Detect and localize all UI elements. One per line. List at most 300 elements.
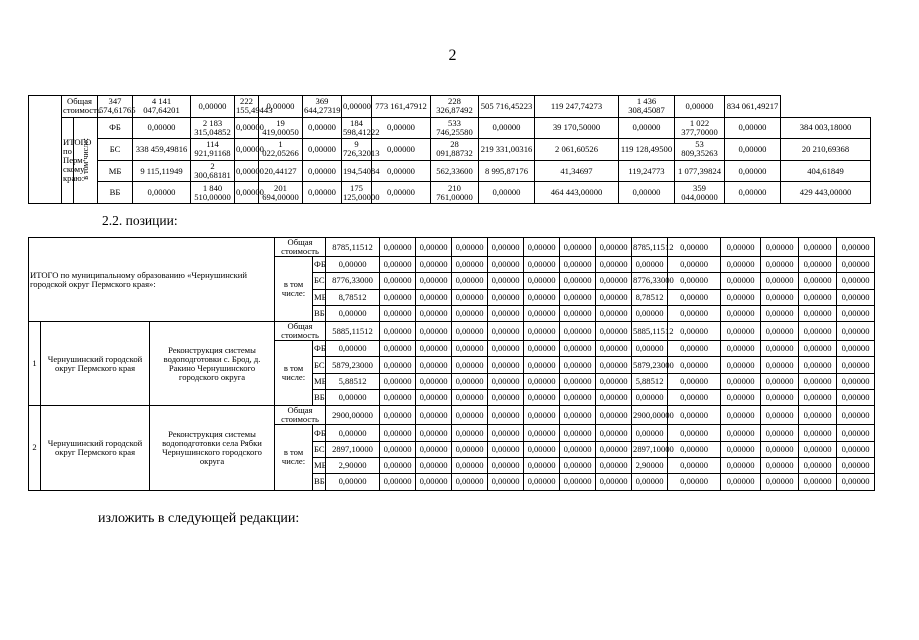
value-cell: 0,00000 bbox=[799, 273, 837, 289]
value-cell: 0,00000 bbox=[837, 406, 875, 425]
row-type: МБ bbox=[313, 373, 326, 389]
value-cell: 0,00000 bbox=[837, 322, 875, 341]
value-cell: 0,00000 bbox=[596, 305, 632, 321]
value-cell: 505 716,45223 bbox=[479, 96, 535, 118]
row-type: БС bbox=[313, 357, 326, 373]
value-cell: 0,00000 bbox=[721, 441, 761, 457]
value-cell: 28 091,88732 bbox=[431, 139, 479, 161]
value-cell: 0,00000 bbox=[380, 257, 416, 273]
value-cell: 0,00000 bbox=[721, 373, 761, 389]
value-cell: 2897,10000 bbox=[632, 441, 668, 457]
value-cell: 39 170,50000 bbox=[535, 117, 619, 139]
value-cell: 0,00000 bbox=[799, 406, 837, 425]
value-cell: 0,00000 bbox=[416, 425, 452, 441]
value-cell: 0,00000 bbox=[372, 117, 431, 139]
value-cell: 0,00000 bbox=[721, 425, 761, 441]
row-type: ВБ bbox=[98, 182, 133, 204]
value-cell: 0,00000 bbox=[560, 406, 596, 425]
value-cell: 0,00000 bbox=[380, 305, 416, 321]
value-cell: 0,00000 bbox=[596, 406, 632, 425]
value-cell: 0,00000 bbox=[524, 238, 560, 257]
value-cell: 338 459,49816 bbox=[133, 139, 191, 161]
value-cell: 0,00000 bbox=[837, 238, 875, 257]
value-cell: 0,00000 bbox=[799, 305, 837, 321]
value-cell: 0,00000 bbox=[596, 425, 632, 441]
value-cell: 0,00000 bbox=[326, 341, 380, 357]
value-cell: 0,00000 bbox=[303, 182, 342, 204]
value-cell: 20 210,69368 bbox=[781, 139, 871, 161]
row-type: ФБ bbox=[98, 117, 133, 139]
value-cell: 0,00000 bbox=[761, 373, 799, 389]
value-cell: 0,00000 bbox=[596, 357, 632, 373]
value-cell: 0,00000 bbox=[488, 238, 524, 257]
value-cell: 0,00000 bbox=[761, 273, 799, 289]
row-type: Общая стоимость bbox=[275, 238, 326, 257]
value-cell: 0,00000 bbox=[560, 441, 596, 457]
value-cell: 0,00000 bbox=[761, 457, 799, 473]
value-cell: 5,88512 bbox=[326, 373, 380, 389]
value-cell: 1 022 377,70000 bbox=[675, 117, 725, 139]
row-type: БС bbox=[313, 273, 326, 289]
value-cell: 0,00000 bbox=[837, 425, 875, 441]
totals-table-perm-krai bbox=[28, 95, 871, 204]
value-cell: 0,00000 bbox=[761, 305, 799, 321]
value-cell: 0,00000 bbox=[632, 257, 668, 273]
value-cell: 0,00000 bbox=[560, 238, 596, 257]
value-cell: 0,00000 bbox=[452, 474, 488, 490]
value-cell: 0,00000 bbox=[452, 457, 488, 473]
value-cell: 8,78512 bbox=[632, 289, 668, 305]
value-cell: 2 300,68181 bbox=[191, 160, 235, 182]
value-cell: 2 061,60526 bbox=[535, 139, 619, 161]
value-cell: 0,00000 bbox=[799, 457, 837, 473]
value-cell: 0,00000 bbox=[668, 373, 721, 389]
value-cell: 773 161,47912 bbox=[372, 96, 431, 118]
row-type: ВБ bbox=[313, 474, 326, 490]
value-cell: 0,00000 bbox=[326, 390, 380, 406]
value-cell: 0,00000 bbox=[235, 139, 259, 161]
value-cell: 0,00000 bbox=[721, 357, 761, 373]
value-cell: 0,00000 bbox=[596, 322, 632, 341]
value-cell: 404,61849 bbox=[781, 160, 871, 182]
value-cell: 8776,33000 bbox=[632, 273, 668, 289]
value-cell: 0,00000 bbox=[721, 474, 761, 490]
value-cell: 0,00000 bbox=[837, 457, 875, 473]
value-cell: 0,00000 bbox=[524, 257, 560, 273]
value-cell: 0,00000 bbox=[668, 474, 721, 490]
value-cell: 0,00000 bbox=[596, 238, 632, 257]
value-cell: 219 331,00316 bbox=[479, 139, 535, 161]
value-cell: 0,00000 bbox=[761, 406, 799, 425]
in-which-label: в том числе: bbox=[81, 138, 90, 181]
value-cell: 0,00000 bbox=[596, 441, 632, 457]
row-type: МБ bbox=[313, 289, 326, 305]
value-cell: 0,00000 bbox=[326, 257, 380, 273]
value-cell: 0,00000 bbox=[837, 441, 875, 457]
value-cell: 0,00000 bbox=[799, 322, 837, 341]
value-cell: 0,00000 bbox=[488, 390, 524, 406]
value-cell: 0,00000 bbox=[799, 474, 837, 490]
value-cell: 1 077,39824 bbox=[675, 160, 725, 182]
value-cell: 8785,11512 bbox=[326, 238, 380, 257]
value-cell: 0,00000 bbox=[799, 425, 837, 441]
value-cell: 2 183 315,04852 bbox=[191, 117, 235, 139]
value-cell: 0,00000 bbox=[303, 117, 342, 139]
value-cell: 0,00000 bbox=[488, 357, 524, 373]
value-cell: 0,00000 bbox=[761, 474, 799, 490]
in-which-label: в том числе: bbox=[275, 257, 313, 322]
value-cell: 0,00000 bbox=[799, 373, 837, 389]
value-cell: 0,00000 bbox=[668, 457, 721, 473]
value-cell: 0,00000 bbox=[668, 289, 721, 305]
value-cell: 0,00000 bbox=[837, 373, 875, 389]
value-cell: 0,00000 bbox=[380, 373, 416, 389]
value-cell: 0,00000 bbox=[452, 406, 488, 425]
total-label: ИТОГО по Перм-скому краю: bbox=[62, 117, 74, 203]
value-cell: 9 726,32013 bbox=[343, 139, 380, 159]
value-cell: 9 115,11949 bbox=[133, 160, 191, 182]
value-cell: 0,00000 bbox=[761, 357, 799, 373]
value-cell: 0,00000 bbox=[721, 289, 761, 305]
value-cell: 0,00000 bbox=[560, 341, 596, 357]
table-row bbox=[29, 322, 919, 341]
value-cell: 1 840 510,00000 bbox=[191, 182, 235, 204]
value-cell: 0,00000 bbox=[452, 357, 488, 373]
organization-name: Чернушинский городской округ Пермского края bbox=[41, 322, 150, 406]
value-cell: 0,00000 bbox=[380, 341, 416, 357]
value-cell: 0,00000 bbox=[761, 341, 799, 357]
value-cell: 0,00000 bbox=[416, 257, 452, 273]
value-cell: 0,00000 bbox=[416, 357, 452, 373]
value-cell: 0,00000 bbox=[416, 238, 452, 257]
value-cell: 228 326,87492 bbox=[431, 96, 479, 118]
value-cell: 834 061,49217 bbox=[725, 96, 781, 118]
value-cell: 0,00000 bbox=[380, 238, 416, 257]
position-number: 1 bbox=[29, 322, 41, 406]
value-cell: 0,00000 bbox=[668, 441, 721, 457]
value-cell: 0,00000 bbox=[416, 390, 452, 406]
value-cell: 0,00000 bbox=[416, 289, 452, 305]
value-cell: 0,00000 bbox=[303, 139, 342, 161]
value-cell: 0,00000 bbox=[416, 305, 452, 321]
value-cell: 0,00000 bbox=[761, 257, 799, 273]
value-cell: 0,00000 bbox=[668, 322, 721, 341]
value-cell: 0,00000 bbox=[560, 425, 596, 441]
value-cell: 5885,11512 bbox=[326, 322, 380, 341]
value-cell: 5,88512 bbox=[632, 373, 668, 389]
in-which-label: в том числе: bbox=[275, 425, 313, 490]
table-row bbox=[29, 96, 871, 118]
value-cell: 0,00000 bbox=[479, 117, 535, 139]
value-cell: 0,00000 bbox=[380, 425, 416, 441]
table-row bbox=[29, 182, 871, 204]
value-cell: 0,00000 bbox=[725, 139, 781, 161]
value-cell: 0,00000 bbox=[799, 238, 837, 257]
value-cell: 0,00000 bbox=[235, 160, 259, 182]
value-cell: 0,00000 bbox=[342, 96, 372, 118]
value-cell: 533 746,25580 bbox=[431, 117, 479, 139]
value-cell: 347 574,61765 bbox=[99, 96, 136, 116]
value-cell: 0,00000 bbox=[799, 357, 837, 373]
value-cell: 0,00000 bbox=[524, 341, 560, 357]
value-cell: 0,00000 bbox=[452, 441, 488, 457]
row-type: Общая стоимость bbox=[275, 322, 326, 341]
value-cell: 0,00000 bbox=[416, 273, 452, 289]
value-cell: 0,00000 bbox=[761, 390, 799, 406]
value-cell: 2900,00000 bbox=[326, 406, 380, 425]
value-cell: 2,90000 bbox=[632, 457, 668, 473]
positions-table bbox=[28, 237, 919, 491]
value-cell: 0,00000 bbox=[560, 390, 596, 406]
value-cell: 0,00000 bbox=[761, 441, 799, 457]
value-cell: 0,00000 bbox=[721, 322, 761, 341]
value-cell: 0,00000 bbox=[524, 441, 560, 457]
value-cell: 0,00000 bbox=[721, 341, 761, 357]
value-cell: 0,00000 bbox=[326, 425, 380, 441]
value-cell: 222 155,49443 bbox=[236, 96, 273, 116]
value-cell: 8 995,87176 bbox=[479, 160, 535, 182]
value-cell: 1 022,05266 bbox=[259, 139, 303, 161]
row-type: Общая стоимость bbox=[63, 96, 101, 116]
value-cell: 0,00000 bbox=[721, 257, 761, 273]
value-cell: 0,00000 bbox=[416, 373, 452, 389]
position-number: 2 bbox=[29, 406, 41, 490]
value-cell: 0,00000 bbox=[191, 96, 235, 118]
value-cell: 0,00000 bbox=[524, 289, 560, 305]
value-cell: 0,00000 bbox=[452, 289, 488, 305]
project-name: Реконструкция системы водоподготовки села Рябки Чернушинского городского округа bbox=[150, 406, 275, 490]
value-cell: 0,00000 bbox=[488, 425, 524, 441]
value-cell: 0,00000 bbox=[560, 457, 596, 473]
value-cell: 0,00000 bbox=[416, 322, 452, 341]
value-cell: 0,00000 bbox=[560, 273, 596, 289]
value-cell: 0,00000 bbox=[524, 390, 560, 406]
value-cell: 0,00000 bbox=[721, 305, 761, 321]
value-cell: 2897,10000 bbox=[326, 441, 380, 457]
value-cell: 0,00000 bbox=[372, 139, 431, 161]
value-cell: 0,00000 bbox=[632, 390, 668, 406]
value-cell: 0,00000 bbox=[488, 322, 524, 341]
row-type: ВБ bbox=[313, 305, 326, 321]
value-cell: 0,00000 bbox=[837, 357, 875, 373]
value-cell: 4 141 047,64201 bbox=[133, 96, 191, 118]
value-cell: 0,00000 bbox=[452, 305, 488, 321]
value-cell: 0,00000 bbox=[596, 390, 632, 406]
value-cell: 0,00000 bbox=[837, 341, 875, 357]
value-cell: 0,00000 bbox=[380, 390, 416, 406]
value-cell: 0,00000 bbox=[596, 373, 632, 389]
value-cell: 464 443,00000 bbox=[535, 182, 619, 204]
value-cell: 0,00000 bbox=[452, 390, 488, 406]
value-cell: 0,00000 bbox=[524, 357, 560, 373]
value-cell: 0,00000 bbox=[668, 257, 721, 273]
value-cell: 0,00000 bbox=[668, 357, 721, 373]
value-cell: 194,54084 bbox=[342, 160, 372, 182]
row-type: МБ bbox=[313, 457, 326, 473]
value-cell: 0,00000 bbox=[837, 474, 875, 490]
value-cell: 0,00000 bbox=[668, 341, 721, 357]
blank-cell bbox=[29, 96, 62, 204]
value-cell: 0,00000 bbox=[560, 357, 596, 373]
value-cell: 0,00000 bbox=[799, 257, 837, 273]
value-cell: 0,00000 bbox=[721, 273, 761, 289]
value-cell: 0,00000 bbox=[524, 474, 560, 490]
value-cell: 0,00000 bbox=[725, 117, 781, 139]
value-cell: 0,00000 bbox=[837, 390, 875, 406]
value-cell: 0,00000 bbox=[372, 182, 431, 204]
value-cell: 0,00000 bbox=[596, 257, 632, 273]
value-cell: 119 247,74273 bbox=[535, 96, 619, 118]
row-type: БС bbox=[98, 139, 133, 161]
row-type: ВБ bbox=[313, 390, 326, 406]
row-type: МБ bbox=[98, 160, 133, 182]
value-cell: 0,00000 bbox=[488, 406, 524, 425]
value-cell: 0,00000 bbox=[668, 406, 721, 425]
value-cell: 5885,11512 bbox=[632, 322, 668, 341]
row-type: Общая стоимость bbox=[275, 406, 326, 425]
value-cell: 0,00000 bbox=[488, 373, 524, 389]
value-cell: 0,00000 bbox=[596, 273, 632, 289]
value-cell: 0,00000 bbox=[452, 238, 488, 257]
value-cell: 0,00000 bbox=[416, 457, 452, 473]
value-cell: 0,00000 bbox=[632, 425, 668, 441]
value-cell: 0,00000 bbox=[596, 289, 632, 305]
value-cell: 0,00000 bbox=[133, 182, 191, 204]
value-cell: 0,00000 bbox=[524, 305, 560, 321]
value-cell: 0,00000 bbox=[416, 441, 452, 457]
value-cell: 0,00000 bbox=[524, 457, 560, 473]
row-type: ФБ bbox=[313, 425, 326, 441]
value-cell: 0,00000 bbox=[799, 441, 837, 457]
value-cell: 0,00000 bbox=[326, 474, 380, 490]
footer-text: изложить в следующей редакции: bbox=[98, 511, 300, 526]
value-cell: 0,00000 bbox=[416, 406, 452, 425]
value-cell: 0,00000 bbox=[619, 182, 675, 204]
value-cell: 210 761,00000 bbox=[431, 182, 479, 204]
value-cell: 0,00000 bbox=[380, 273, 416, 289]
value-cell: 119,24773 bbox=[619, 160, 675, 182]
value-cell: 0,00000 bbox=[668, 390, 721, 406]
value-cell: 2900,00000 bbox=[632, 406, 668, 425]
value-cell: 8776,33000 bbox=[326, 273, 380, 289]
row-type: БС bbox=[313, 441, 326, 457]
value-cell: 0,00000 bbox=[488, 257, 524, 273]
value-cell: 0,00000 bbox=[235, 182, 259, 204]
value-cell: 175 125,00000 bbox=[343, 182, 380, 202]
table-row bbox=[29, 238, 919, 257]
value-cell: 0,00000 bbox=[380, 289, 416, 305]
value-cell: 0,00000 bbox=[452, 273, 488, 289]
value-cell: 0,00000 bbox=[372, 160, 431, 182]
value-cell: 369 644,27319 bbox=[304, 96, 341, 116]
value-cell: 359 044,00000 bbox=[675, 182, 725, 204]
value-cell: 0,00000 bbox=[380, 322, 416, 341]
value-cell: 1 436 308,45087 bbox=[619, 96, 675, 118]
page-number: 2 bbox=[448, 47, 457, 64]
value-cell: 0,00000 bbox=[619, 117, 675, 139]
value-cell: 5879,23000 bbox=[326, 357, 380, 373]
value-cell: 0,00000 bbox=[380, 474, 416, 490]
value-cell: 0,00000 bbox=[380, 406, 416, 425]
value-cell: 53 809,35263 bbox=[675, 139, 725, 161]
value-cell: 0,00000 bbox=[488, 441, 524, 457]
value-cell: 0,00000 bbox=[524, 273, 560, 289]
value-cell: 0,00000 bbox=[799, 289, 837, 305]
value-cell: 0,00000 bbox=[416, 341, 452, 357]
value-cell: 0,00000 bbox=[721, 457, 761, 473]
value-cell: 0,00000 bbox=[725, 182, 781, 204]
value-cell: 20,44127 bbox=[259, 160, 303, 182]
organization-name: Чернушинский городской округ Пермского края bbox=[41, 406, 150, 490]
value-cell: 0,00000 bbox=[761, 289, 799, 305]
value-cell: 0,00000 bbox=[837, 257, 875, 273]
value-cell: 119 128,49500 bbox=[619, 139, 675, 161]
table-row bbox=[29, 160, 871, 182]
value-cell: 0,00000 bbox=[632, 341, 668, 357]
value-cell: 19 419,00050 bbox=[259, 117, 303, 139]
value-cell: 0,00000 bbox=[416, 474, 452, 490]
value-cell: 0,00000 bbox=[761, 238, 799, 257]
value-cell: 0,00000 bbox=[452, 341, 488, 357]
value-cell: 0,00000 bbox=[596, 474, 632, 490]
value-cell: 0,00000 bbox=[235, 117, 259, 139]
value-cell: 0,00000 bbox=[721, 390, 761, 406]
value-cell: 0,00000 bbox=[259, 96, 303, 118]
row-type: ФБ bbox=[313, 341, 326, 357]
value-cell: 0,00000 bbox=[303, 160, 342, 182]
value-cell: 0,00000 bbox=[380, 441, 416, 457]
table-row bbox=[29, 139, 871, 161]
value-cell: 0,00000 bbox=[596, 457, 632, 473]
value-cell: 41,34697 bbox=[535, 160, 619, 182]
value-cell: 2,90000 bbox=[326, 457, 380, 473]
value-cell: 0,00000 bbox=[524, 322, 560, 341]
table-row bbox=[29, 117, 871, 139]
value-cell: 429 443,00000 bbox=[781, 182, 871, 204]
value-cell: 5879,23000 bbox=[632, 357, 668, 373]
value-cell: 0,00000 bbox=[452, 257, 488, 273]
value-cell: 0,00000 bbox=[524, 425, 560, 441]
value-cell: 0,00000 bbox=[479, 182, 535, 204]
value-cell: 0,00000 bbox=[524, 373, 560, 389]
value-cell: 0,00000 bbox=[488, 289, 524, 305]
value-cell: 0,00000 bbox=[488, 273, 524, 289]
value-cell: 0,00000 bbox=[524, 406, 560, 425]
value-cell: 8785,11512 bbox=[632, 238, 668, 257]
value-cell: 0,00000 bbox=[560, 373, 596, 389]
value-cell: 562,33600 bbox=[431, 160, 479, 182]
value-cell: 0,00000 bbox=[799, 341, 837, 357]
value-cell: 184 598,41222 bbox=[343, 117, 380, 137]
value-cell: 201 694,00000 bbox=[259, 182, 303, 204]
value-cell: 0,00000 bbox=[799, 390, 837, 406]
value-cell: 0,00000 bbox=[837, 273, 875, 289]
value-cell: 0,00000 bbox=[837, 305, 875, 321]
value-cell: 0,00000 bbox=[452, 373, 488, 389]
municipality-total-label: ИТОГО по муниципальному образованию «Чернушинский городской округ Пермского края»: bbox=[29, 238, 275, 322]
value-cell: 0,00000 bbox=[668, 273, 721, 289]
in-which-label: в том числе: bbox=[275, 341, 313, 406]
section-title: 2.2. позиции: bbox=[102, 213, 178, 228]
value-cell: 0,00000 bbox=[488, 305, 524, 321]
value-cell: 0,00000 bbox=[761, 425, 799, 441]
value-cell: 0,00000 bbox=[488, 457, 524, 473]
value-cell: 8,78512 bbox=[326, 289, 380, 305]
value-cell: 0,00000 bbox=[632, 305, 668, 321]
value-cell: 0,00000 bbox=[837, 289, 875, 305]
value-cell: 0,00000 bbox=[133, 117, 191, 139]
value-cell: 0,00000 bbox=[761, 322, 799, 341]
